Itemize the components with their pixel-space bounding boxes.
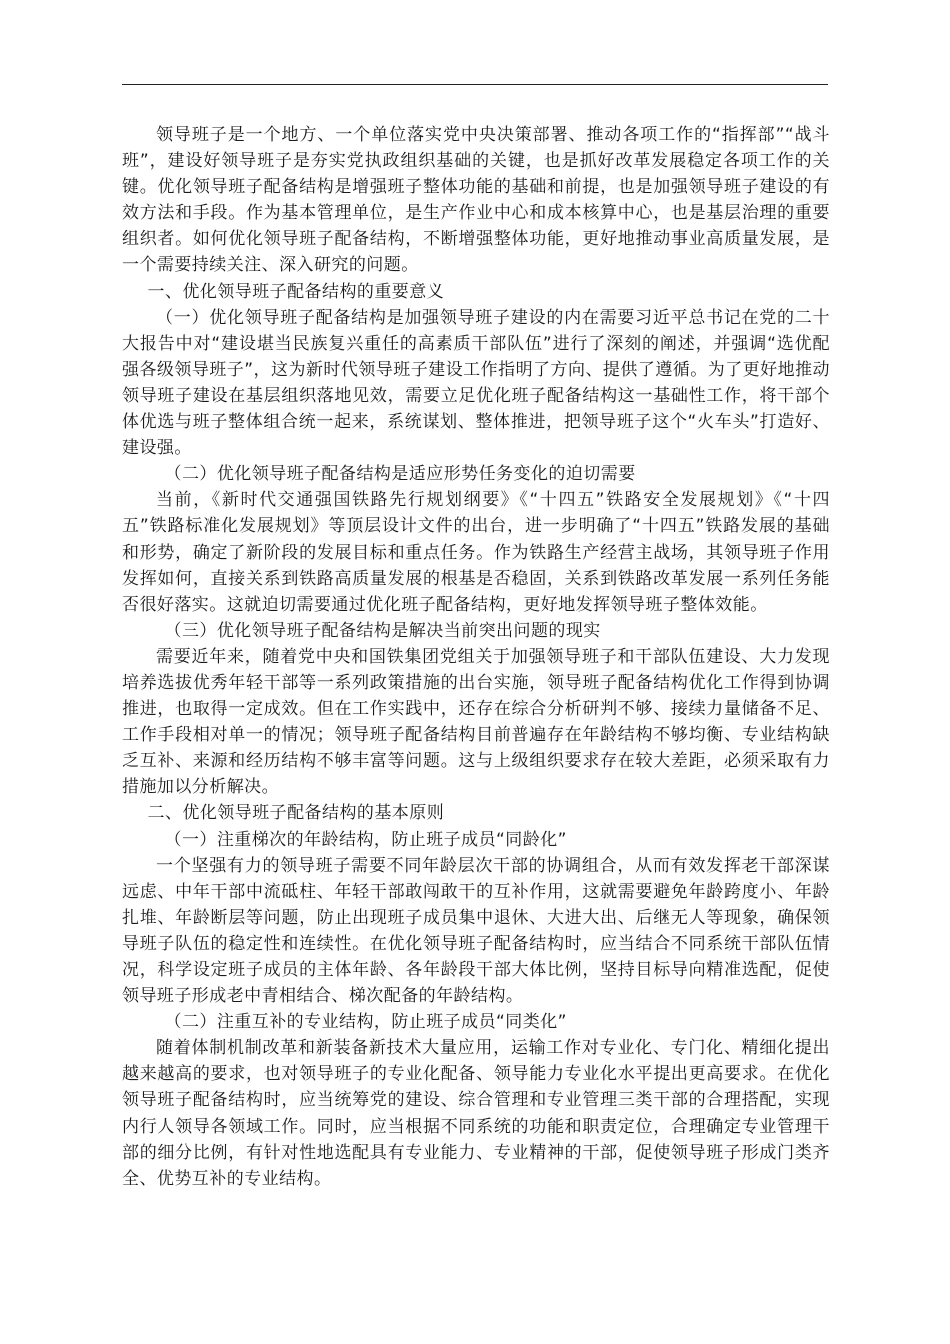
subsection-2-2-body: 随着体制机制改革和新装备新技术大量应用，运输工作对专业化、专门化、精细化提出越来越高的要求，也对领导班子的专业化配备、领导能力专业化水平提出更高要求。在优化领导班子配备结构时，应当统筹党的建设、综合管理和专业管理三类干部的合理搭配，实现内行人领导各领域工作。同时，应当根据不同系统的功能和职责定位，合理确定专业管理干部的细分比例，有针对性地选配具有专业能力、专业精神的干部，促使领导班子形成门类齐全、优势互补的专业结构。 (122, 1038, 830, 1189)
subsection-heading-2-1: （一）注重梯次的年龄结构，防止班子成员“同龄化” (164, 829, 567, 850)
subsection-1-2-body: 当前，《新时代交通强国铁路先行规划纲要》《“十四五”铁路安全发展规划》《“十四五”铁路标准化发展规划》等顶层设计文件的出台，进一步明确了“十四五”铁路发展的基础和形势，确定了新阶段的发展目标和重点任务。作为铁路生产经营主战场，其领导班子作用发挥如何，直接关系到铁路高质量发展的根基是否稳固，关系到铁路改革发展一系列任务能否很好落实。这就迫切需要通过优化班子配备结构，更好地发挥领导班子整体效能。 (122, 490, 830, 615)
subsection-heading-2-2: （二）注重互补的专业结构，防止班子成员“同类化” (164, 1012, 567, 1033)
section-heading-2: 二、优化领导班子配备结构的基本原则 (147, 803, 445, 824)
document-body (122, 122, 830, 1192)
subsection-1-1: （一）优化领导班子配备结构是加强领导班子建设的内在需要习近平总书记在党的二十大报告中对“建设堪当民族复兴重任的高素质干部队伍”进行了深刻的阐述，并强调“选优配强各级领导班子”，这为新时代领导班子建设工作指明了方向、提供了遵循。为了更好地推动领导班子建设在基层组织落地见效，需要立足优化班子配备结构这一基础性工作，将干部个体优选与班子整体组合统一起来，系统谋划、整体推进，把领导班子这个“火车头”打造好、建设强。 (122, 307, 830, 459)
section-heading-1: 一、优化领导班子配备结构的重要意义 (147, 281, 445, 302)
subsection-1-3-body: 需要近年来，随着党中央和国铁集团党组关于加强领导班子和干部队伍建设、大力发现培养选拔优秀年轻干部等一系列政策措施的出台实施，领导班子配备结构优化工作得到协调推进，也取得一定成效。但在工作实践中，还存在综合分析研判不够、接续力量储备不足、工作手段相对单一的情况；领导班子配备结构目前普遍存在年龄结构不够均衡、专业结构缺乏互补、来源和经历结构不够丰富等问题。这与上级组织要求存在较大差距，必须采取有力措施加以分析解决。 (122, 646, 830, 798)
subsection-heading-1-3: （三）优化领导班子配备结构是解决当前突出问题的现实 (164, 620, 601, 641)
intro-paragraph: 领导班子是一个地方、一个单位落实党中央决策部署、推动各项工作的“指挥部”“战斗班”，建设好领导班子是夯实党执政组织基础的关键，也是抓好改革发展稳定各项工作的关键。优化领导班子配备结构是增强班子整体功能的基础和前提，也是加强领导班子建设的有效方法和手段。作为基本管理单位，是生产作业中心和成本核算中心，也是基层治理的重要组织者。如何优化领导班子配备结构，不断增强整体功能，更好地推动事业高质量发展，是一个需要持续关注、深入研究的问题。 (122, 125, 830, 276)
subsection-heading-1-2: （二）优化领导班子配备结构是适应形势任务变化的迫切需要 (164, 464, 636, 485)
subsection-2-1-body: 一个坚强有力的领导班子需要不同年龄层次干部的协调组合，从而有效发挥老干部深谋远虑、中年干部中流砥柱、年轻干部敢闯敢干的互补作用，这就需要避免年龄跨度小、年龄扎堆、年龄断层等问题，防止出现班子成员集中退休、大进大出、后继无人等现象，确保领导班子队伍的稳定性和连续性。在优化领导班子配备结构时，应当结合不同系统干部队伍情况，科学设定班子成员的主体年龄、各年龄段干部大体比例，坚持目标导向精准选配，促使领导班子形成老中青相结合、梯次配备的年龄结构。 (122, 855, 830, 1007)
header-rule (122, 84, 828, 85)
